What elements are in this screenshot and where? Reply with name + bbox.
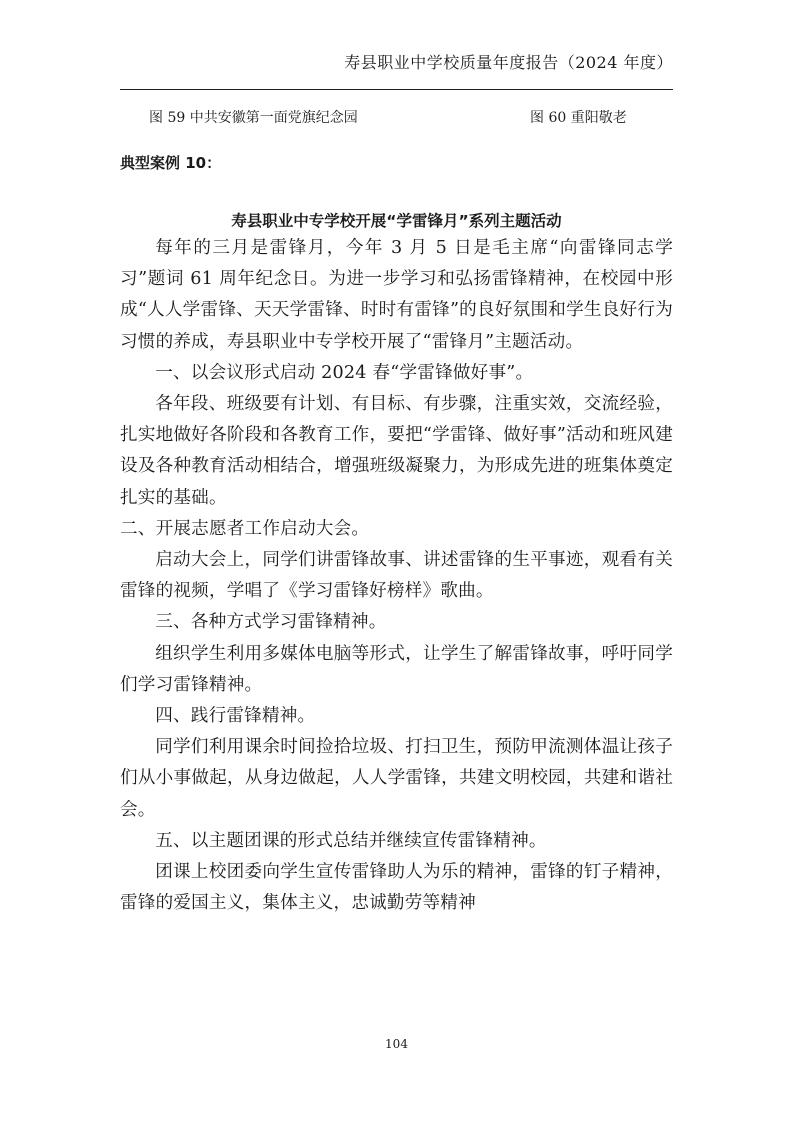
paragraph-section-5: 团课上校团委向学生宣传雷锋助人为乐的精神，雷锋的钉子精神，雷锋的爱国主义，集体主义，忠诚勤劳等精神 xyxy=(120,862,673,914)
page-number: 104 xyxy=(385,1037,408,1051)
header-divider xyxy=(120,89,673,90)
case-label: 典型案例 10： xyxy=(120,154,222,172)
article-body xyxy=(120,233,673,919)
section-heading-5: 五、以主题团课的形式总结并继续宣传雷锋精神。 xyxy=(155,830,547,851)
figure-caption-59: 图 59 中共安徽第一面党旗纪念园 xyxy=(149,110,358,126)
section-heading-4: 四、践行雷锋精神。 xyxy=(155,706,316,727)
figure-caption-60: 图 60 重阳敬老 xyxy=(530,110,627,126)
paragraph-intro: 每年的三月是雷锋月，今年 3 月 5 日是毛主席“向雷锋同志学习”题词 61 周年纪念日。为进一步学习和弘扬雷锋精神，在校园中形成“人人学雷锋、天天学雷锋、时时有雷锋”的良好氛围和学生良好行为习惯的养成，寿县职业中专学校开展了“雷锋月”主题活动。 xyxy=(120,238,673,352)
paragraph-section-4: 同学们利用课余时间捡拾垃圾、打扫卫生，预防甲流测体温让孩子们从小事做起，从身边做起，人人学雷锋，共建文明校园，共建和谐社会。 xyxy=(120,737,673,820)
section-heading-3: 三、各种方式学习雷锋精神。 xyxy=(155,612,387,633)
section-heading-2: 二、开展志愿者工作启动大会。 xyxy=(120,518,370,539)
paragraph-section-3: 组织学生利用多媒体电脑等形式，让学生了解雷锋故事，呼吁同学们学习雷锋精神。 xyxy=(120,643,673,695)
paragraph-section-1: 各年段、班级要有计划、有目标、有步骤，注重实效，交流经验，扎实地做好各阶段和各教育工作，要把“学雷锋、做好事”活动和班风建设及各种教育活动相结合，增强班级凝聚力，为形成先进的班集体奠定扎实的基础。 xyxy=(120,394,673,508)
section-heading-1: 一、以会议形式启动 2024 春“学雷锋做好事”。 xyxy=(155,362,534,383)
page-header: 寿县职业中学校质量年度报告（2024 年度） xyxy=(344,53,673,72)
paragraph-section-2: 启动大会上，同学们讲雷锋故事、讲述雷锋的生平事迹，观看有关雷锋的视频，学唱了《学习雷锋好榜样》歌曲。 xyxy=(120,550,673,602)
article-title: 寿县职业中专学校开展“学雷锋月”系列主题活动 xyxy=(231,212,562,230)
